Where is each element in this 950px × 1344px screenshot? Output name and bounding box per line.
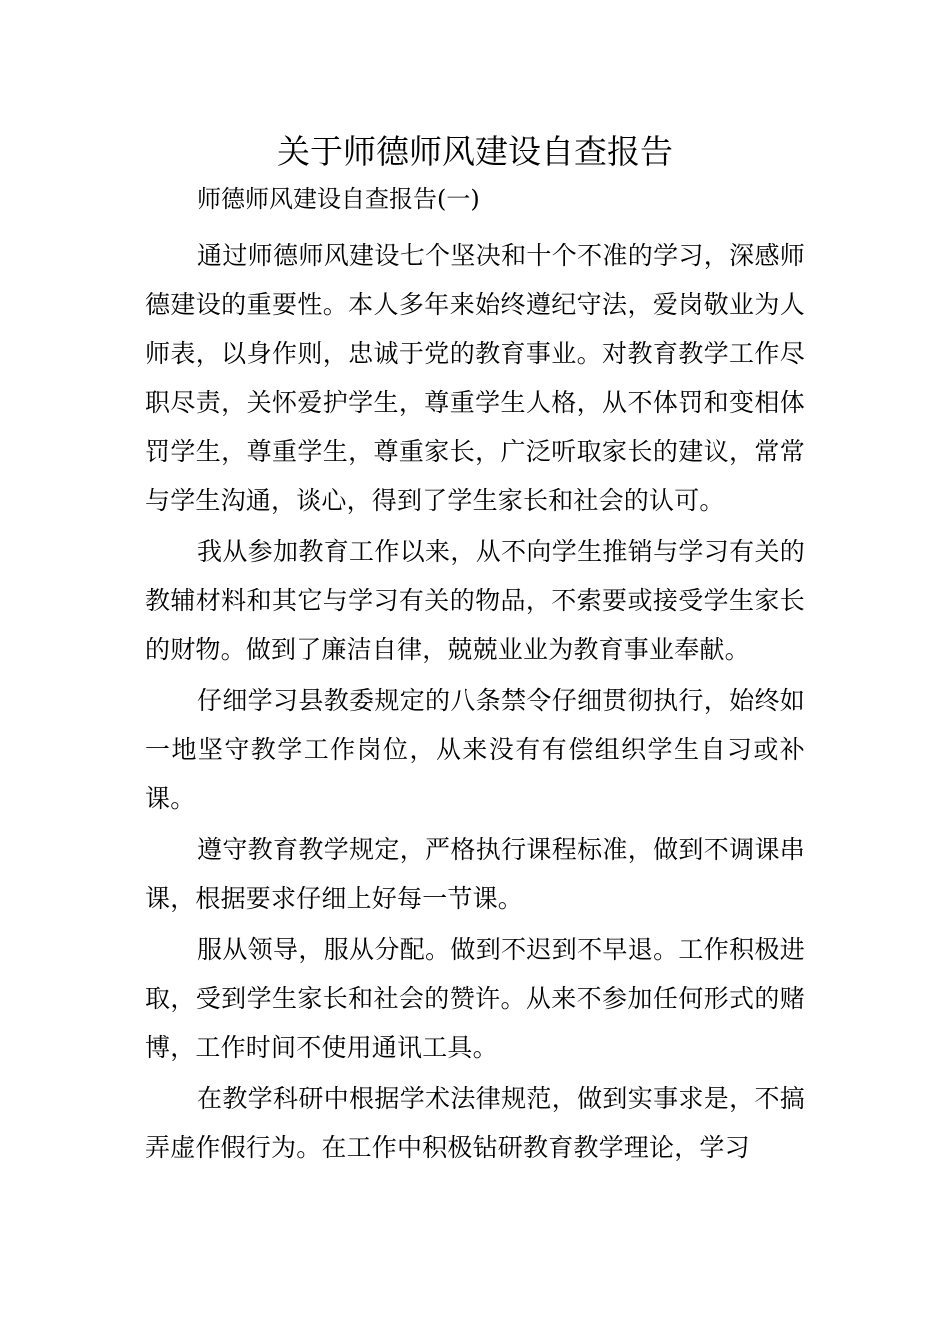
paragraph-1: 通过师德师风建设七个坚决和十个不准的学习，深感师德建设的重要性。本人多年来始终遵纪守法，爱岗敬业为人师表，以身作则，忠诚于党的教育事业。对教育教学工作尽职尽责，关怀爱护学生，尊重学生人格，从不体罚和变相体罚学生，尊重学生，尊重家长，广泛听取家长的建议，常常与学生沟通，谈心，得到了学生家长和社会的认可。 — [145, 241, 805, 515]
paragraph-2: 我从参加教育工作以来，从不向学生推销与学习有关的教辅材料和其它与学习有关的物品，不索要或接受学生家长的财物。做到了廉洁自律，兢兢业业为教育事业奉献。 — [145, 537, 805, 664]
paragraph-5: 服从领导，服从分配。做到不迟到不早退。工作积极进取，受到学生家长和社会的赞许。从来不参加任何形式的赌博，工作时间不使用通讯工具。 — [145, 935, 805, 1062]
document-title: 关于师德师风建设自查报告 — [277, 132, 673, 171]
paragraph-4: 遵守教育教学规定，严格执行课程标准，做到不调课串课，根据要求仔细上好每一节课。 — [145, 835, 805, 913]
document-subtitle: 师德师风建设自查报告(一) — [197, 185, 480, 213]
document-page — [145, 125, 805, 1174]
paragraph-3: 仔细学习县教委规定的八条禁令仔细贯彻执行，始终如一地坚守教学工作岗位，从来没有有偿组织学生自习或补课。 — [145, 686, 805, 813]
paragraph-6: 在教学科研中根据学术法律规范，做到实事求是，不搞弄虚作假行为。在工作中积极钻研教育教学理论，学习 — [145, 1084, 805, 1162]
